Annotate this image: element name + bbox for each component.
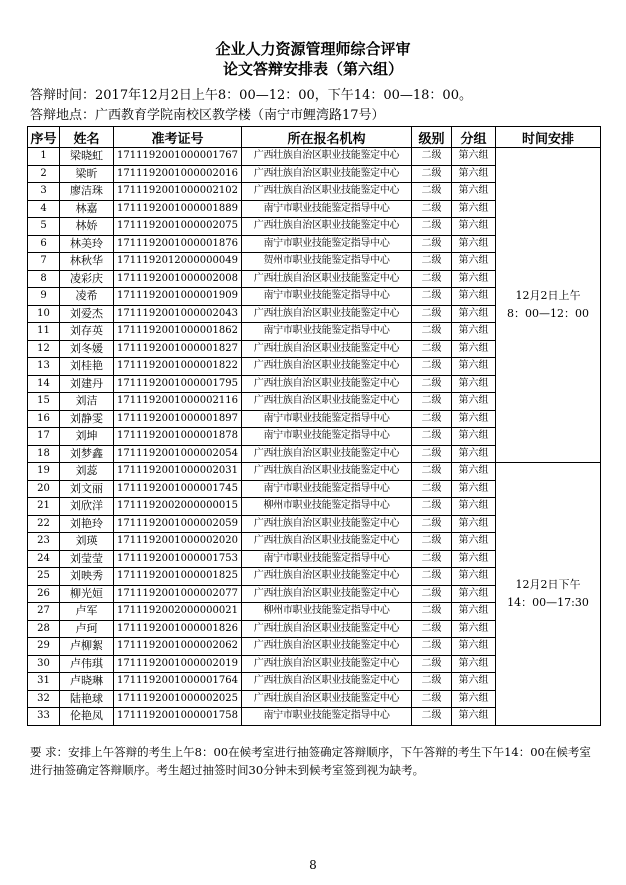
cell-institution: 广西壮族自治区职业技能鉴定中心 (242, 358, 412, 376)
cell-level: 二级 (412, 305, 452, 323)
cell-name: 刘映秀 (60, 568, 114, 586)
defense-place-line: 答辩地点：广西教育学院南校区教学楼（南宁市鲤湾路17号） (30, 108, 385, 123)
cell-group: 第六组 (452, 603, 496, 621)
cell-group: 第六组 (452, 323, 496, 341)
cell-group: 第六组 (452, 655, 496, 673)
cell-institution: 南宁市职业技能鉴定指导中心 (242, 480, 412, 498)
cell-seq: 15 (28, 393, 60, 411)
cell-name: 刘洁 (60, 393, 114, 411)
cell-seq: 21 (28, 498, 60, 516)
cell-exam-id: 1711192001000001745 (114, 480, 242, 498)
cell-seq: 9 (28, 288, 60, 306)
cell-level: 二级 (412, 148, 452, 166)
cell-level: 二级 (412, 603, 452, 621)
cell-level: 二级 (412, 410, 452, 428)
cell-group: 第六组 (452, 568, 496, 586)
cell-seq: 25 (28, 568, 60, 586)
cell-level: 二级 (412, 200, 452, 218)
cell-exam-id: 1711192001000002020 (114, 533, 242, 551)
cell-level: 二级 (412, 585, 452, 603)
cell-seq: 11 (28, 323, 60, 341)
cell-level: 二级 (412, 253, 452, 271)
cell-institution: 广西壮族自治区职业技能鉴定中心 (242, 270, 412, 288)
cell-name: 陆艳球 (60, 690, 114, 708)
cell-group: 第六组 (452, 498, 496, 516)
document-title: 企业人力资源管理师综合评审 (215, 40, 411, 58)
cell-seq: 5 (28, 218, 60, 236)
cell-exam-id: 1711192001000002016 (114, 165, 242, 183)
cell-level: 二级 (412, 165, 452, 183)
cell-level: 二级 (412, 288, 452, 306)
cell-name: 伦艳凤 (60, 708, 114, 726)
time-slot-date: 12月2日下午 (515, 577, 581, 591)
cell-name: 卢晓琳 (60, 673, 114, 691)
cell-group: 第六组 (452, 690, 496, 708)
cell-exam-id: 1711192001000001876 (114, 235, 242, 253)
cell-name: 梁晓虹 (60, 148, 114, 166)
cell-level: 二级 (412, 708, 452, 726)
cell-seq: 6 (28, 235, 60, 253)
time-slot-hours: 14：00—17:30 (507, 595, 589, 609)
schedule-table (27, 126, 601, 726)
cell-seq: 12 (28, 340, 60, 358)
cell-institution: 广西壮族自治区职业技能鉴定中心 (242, 445, 412, 463)
cell-name: 刘静雯 (60, 410, 114, 428)
cell-institution: 广西壮族自治区职业技能鉴定中心 (242, 305, 412, 323)
cell-seq: 17 (28, 428, 60, 446)
cell-group: 第六组 (452, 638, 496, 656)
cell-exam-id: 1711192001000001862 (114, 323, 242, 341)
cell-seq: 31 (28, 673, 60, 691)
cell-institution: 南宁市职业技能鉴定指导中心 (242, 410, 412, 428)
document-subtitle: 论文答辩安排表（第六组） (222, 60, 403, 78)
cell-institution: 广西壮族自治区职业技能鉴定中心 (242, 655, 412, 673)
cell-institution: 南宁市职业技能鉴定指导中心 (242, 550, 412, 568)
cell-group: 第六组 (452, 393, 496, 411)
cell-name: 刘存英 (60, 323, 114, 341)
cell-group: 第六组 (452, 585, 496, 603)
table-row (28, 148, 601, 166)
cell-institution: 广西壮族自治区职业技能鉴定中心 (242, 463, 412, 481)
cell-seq: 10 (28, 305, 60, 323)
cell-name: 林嘉 (60, 200, 114, 218)
cell-exam-id: 1711192001000001795 (114, 375, 242, 393)
cell-name: 刘建丹 (60, 375, 114, 393)
page-number: 8 (309, 858, 317, 872)
cell-seq: 30 (28, 655, 60, 673)
cell-seq: 13 (28, 358, 60, 376)
cell-exam-id: 1711192001000001909 (114, 288, 242, 306)
cell-level: 二级 (412, 445, 452, 463)
cell-institution: 广西壮族自治区职业技能鉴定中心 (242, 690, 412, 708)
cell-name: 林美玲 (60, 235, 114, 253)
cell-level: 二级 (412, 515, 452, 533)
cell-institution: 广西壮族自治区职业技能鉴定中心 (242, 340, 412, 358)
cell-level: 二级 (412, 375, 452, 393)
cell-seq: 7 (28, 253, 60, 271)
cell-level: 二级 (412, 620, 452, 638)
cell-group: 第六组 (452, 358, 496, 376)
cell-institution: 南宁市职业技能鉴定指导中心 (242, 323, 412, 341)
cell-institution: 南宁市职业技能鉴定指导中心 (242, 235, 412, 253)
cell-name: 卢柳絮 (60, 638, 114, 656)
defense-time-line: 答辩时间：2017年12月2日上午8：00—12：00，下午14：00—18：00。 (30, 88, 472, 103)
cell-seq: 20 (28, 480, 60, 498)
cell-institution: 南宁市职业技能鉴定指导中心 (242, 288, 412, 306)
cell-institution: 广西壮族自治区职业技能鉴定中心 (242, 673, 412, 691)
cell-level: 二级 (412, 183, 452, 201)
cell-seq: 8 (28, 270, 60, 288)
cell-name: 林娇 (60, 218, 114, 236)
cell-exam-id: 1711192002000000021 (114, 603, 242, 621)
cell-institution: 南宁市职业技能鉴定指导中心 (242, 428, 412, 446)
cell-level: 二级 (412, 340, 452, 358)
cell-seq: 3 (28, 183, 60, 201)
cell-exam-id: 1711192001000002075 (114, 218, 242, 236)
cell-group: 第六组 (452, 305, 496, 323)
cell-level: 二级 (412, 218, 452, 236)
cell-name: 刘梦鑫 (60, 445, 114, 463)
cell-name: 刘冬媛 (60, 340, 114, 358)
cell-group: 第六组 (452, 340, 496, 358)
cell-name: 刘坤 (60, 428, 114, 446)
cell-group: 第六组 (452, 445, 496, 463)
time-slot-date: 12月2日上午 (515, 289, 581, 302)
cell-exam-id: 1711192001000001758 (114, 708, 242, 726)
cell-group: 第六组 (452, 533, 496, 551)
cell-name: 林秋华 (60, 253, 114, 271)
cell-exam-id: 1711192001000001889 (114, 200, 242, 218)
cell-seq: 1 (28, 148, 60, 166)
cell-name: 刘莹莹 (60, 550, 114, 568)
cell-group: 第六组 (452, 183, 496, 201)
cell-exam-id: 1711192001000001822 (114, 358, 242, 376)
cell-level: 二级 (412, 568, 452, 586)
cell-group: 第六组 (452, 463, 496, 481)
cell-group: 第六组 (452, 165, 496, 183)
requirement-note: 要 求：安排上午答辩的考生上午8：00在候考室进行抽签确定答辩顺序，下午答辩的考生下午14：00在候考室进行抽签确定答辩顺序。考生超过抽签时间30分钟未到候考室签到视为缺考。 (30, 745, 591, 777)
cell-exam-id: 1711192001000002062 (114, 638, 242, 656)
cell-seq: 18 (28, 445, 60, 463)
cell-level: 二级 (412, 463, 452, 481)
cell-group: 第六组 (452, 480, 496, 498)
cell-institution: 广西壮族自治区职业技能鉴定中心 (242, 165, 412, 183)
cell-seq: 14 (28, 375, 60, 393)
cell-level: 二级 (412, 550, 452, 568)
cell-name: 刘艳玲 (60, 515, 114, 533)
cell-exam-id: 1711192001000002019 (114, 655, 242, 673)
cell-exam-id: 1711192001000002077 (114, 585, 242, 603)
cell-exam-id: 1711192001000001764 (114, 673, 242, 691)
cell-institution: 柳州市职业技能鉴定指导中心 (242, 603, 412, 621)
cell-level: 二级 (412, 690, 452, 708)
cell-exam-id: 1711192001000001825 (114, 568, 242, 586)
cell-exam-id: 1711192001000002102 (114, 183, 242, 201)
cell-exam-id: 1711192001000001878 (114, 428, 242, 446)
cell-name: 柳光姮 (60, 585, 114, 603)
cell-exam-id: 1711192001000001753 (114, 550, 242, 568)
cell-exam-id: 1711192002000000015 (114, 498, 242, 516)
cell-institution: 广西壮族自治区职业技能鉴定中心 (242, 638, 412, 656)
cell-name: 刘文丽 (60, 480, 114, 498)
cell-seq: 23 (28, 533, 60, 551)
cell-level: 二级 (412, 428, 452, 446)
cell-institution: 柳州市职业技能鉴定指导中心 (242, 498, 412, 516)
cell-level: 二级 (412, 673, 452, 691)
time-slot-cell (496, 463, 601, 726)
cell-group: 第六组 (452, 515, 496, 533)
cell-group: 第六组 (452, 148, 496, 166)
header-schedule: 时间安排 (496, 127, 601, 148)
cell-group: 第六组 (452, 620, 496, 638)
cell-institution: 广西壮族自治区职业技能鉴定中心 (242, 515, 412, 533)
cell-seq: 24 (28, 550, 60, 568)
cell-exam-id: 1711192001000002008 (114, 270, 242, 288)
cell-group: 第六组 (452, 235, 496, 253)
cell-level: 二级 (412, 498, 452, 516)
cell-seq: 33 (28, 708, 60, 726)
cell-seq: 19 (28, 463, 60, 481)
cell-level: 二级 (412, 235, 452, 253)
cell-group: 第六组 (452, 428, 496, 446)
time-slot-cell (496, 148, 601, 463)
cell-name: 凌彩庆 (60, 270, 114, 288)
cell-name: 刘桂艳 (60, 358, 114, 376)
cell-level: 二级 (412, 638, 452, 656)
cell-institution: 广西壮族自治区职业技能鉴定中心 (242, 183, 412, 201)
cell-name: 廖洁珠 (60, 183, 114, 201)
table-body (28, 148, 601, 726)
cell-name: 卢珂 (60, 620, 114, 638)
cell-institution: 贺州市职业技能鉴定指导中心 (242, 253, 412, 271)
cell-name: 梁昕 (60, 165, 114, 183)
cell-institution: 广西壮族自治区职业技能鉴定中心 (242, 375, 412, 393)
cell-name: 刘爱杰 (60, 305, 114, 323)
table-header-row (28, 127, 601, 148)
cell-name: 刘欣洋 (60, 498, 114, 516)
cell-seq: 28 (28, 620, 60, 638)
cell-group: 第六组 (452, 375, 496, 393)
cell-name: 卢伟琪 (60, 655, 114, 673)
cell-seq: 32 (28, 690, 60, 708)
cell-institution: 广西壮族自治区职业技能鉴定中心 (242, 620, 412, 638)
cell-seq: 16 (28, 410, 60, 428)
cell-seq: 27 (28, 603, 60, 621)
cell-group: 第六组 (452, 673, 496, 691)
cell-group: 第六组 (452, 410, 496, 428)
cell-institution: 广西壮族自治区职业技能鉴定中心 (242, 533, 412, 551)
cell-seq: 29 (28, 638, 60, 656)
cell-exam-id: 1711192012000000049 (114, 253, 242, 271)
cell-institution: 广西壮族自治区职业技能鉴定中心 (242, 568, 412, 586)
cell-level: 二级 (412, 655, 452, 673)
cell-institution: 广西壮族自治区职业技能鉴定中心 (242, 148, 412, 166)
header-institution: 所在报名机构 (242, 127, 412, 148)
cell-level: 二级 (412, 393, 452, 411)
header-group: 分组 (452, 127, 496, 148)
cell-group: 第六组 (452, 708, 496, 726)
cell-level: 二级 (412, 480, 452, 498)
cell-seq: 4 (28, 200, 60, 218)
cell-group: 第六组 (452, 270, 496, 288)
cell-seq: 26 (28, 585, 60, 603)
cell-name: 刘蕊 (60, 463, 114, 481)
cell-exam-id: 171119200100000176​7 (114, 148, 242, 166)
cell-group: 第六组 (452, 288, 496, 306)
cell-group: 第六组 (452, 253, 496, 271)
cell-seq: 22 (28, 515, 60, 533)
cell-group: 第六组 (452, 550, 496, 568)
cell-name: 凌希 (60, 288, 114, 306)
cell-exam-id: 1711192001000002059 (114, 515, 242, 533)
cell-level: 二级 (412, 358, 452, 376)
cell-group: 第六组 (452, 200, 496, 218)
cell-level: 二级 (412, 533, 452, 551)
cell-level: 二级 (412, 323, 452, 341)
cell-exam-id: 1711192001000002054 (114, 445, 242, 463)
cell-seq: 2 (28, 165, 60, 183)
cell-level: 二级 (412, 270, 452, 288)
cell-institution: 南宁市职业技能鉴定指导中心 (242, 200, 412, 218)
cell-exam-id: 1711192001000001897 (114, 410, 242, 428)
cell-name: 刘瑛 (60, 533, 114, 551)
cell-institution: 广西壮族自治区职业技能鉴定中心 (242, 218, 412, 236)
header-seq: 序号 (28, 127, 60, 148)
cell-exam-id: 1711192001000001826 (114, 620, 242, 638)
header-name: 姓名 (60, 127, 114, 148)
header-level: 级别 (412, 127, 452, 148)
cell-exam-id: 1711192001000001827 (114, 340, 242, 358)
cell-institution: 南宁市职业技能鉴定指导中心 (242, 708, 412, 726)
cell-exam-id: 1711192001000002116 (114, 393, 242, 411)
header-exam-id: 准考证号 (114, 127, 242, 148)
time-slot-hours: 8：00—12：00 (507, 307, 589, 320)
table-row (28, 463, 601, 481)
cell-exam-id: 1711192001000002025 (114, 690, 242, 708)
cell-institution: 广西壮族自治区职业技能鉴定中心 (242, 585, 412, 603)
cell-name: 卢军 (60, 603, 114, 621)
cell-exam-id: 1711192001000002031 (114, 463, 242, 481)
cell-exam-id: 1711192001000002043 (114, 305, 242, 323)
cell-group: 第六组 (452, 218, 496, 236)
cell-institution: 广西壮族自治区职业技能鉴定中心 (242, 393, 412, 411)
